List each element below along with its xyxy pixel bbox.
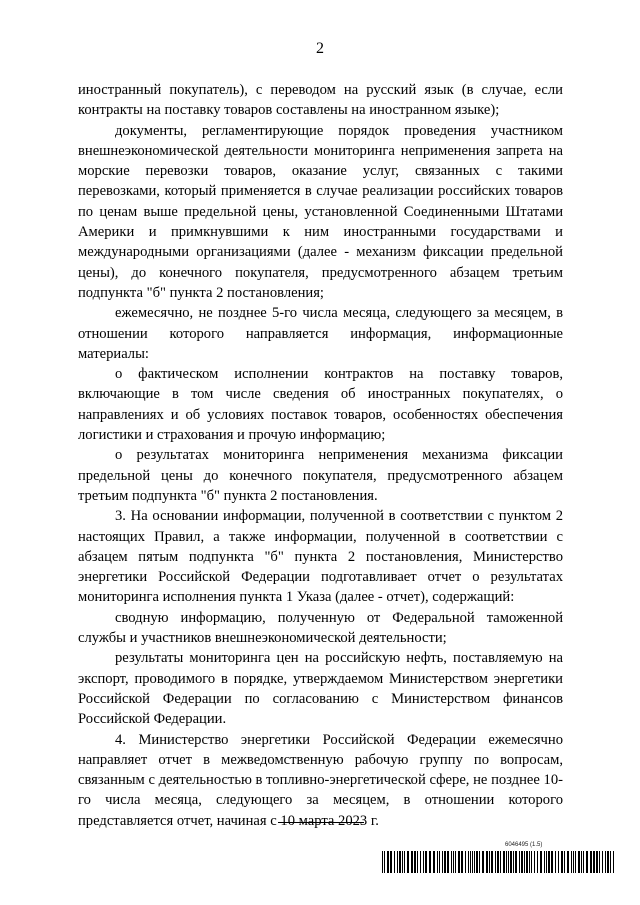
document-body [78, 80, 563, 831]
paragraph-contracts: о фактическом исполнении контрактов на поставку товаров, включающие в том числе сведения об иностранных покупателях, о направлениях и об условиях поставок товаров, особенностях обеспечения логистики и страхования и прочую информацию; [78, 366, 563, 444]
barcode-icon [382, 851, 615, 873]
paragraph-monitoring-results: о результатах мониторинга неприменения механизма фиксации предельной цены до конечного покупателя, предусмотренного абзацем третьим подпункта "б" пункта 2 постановления. [78, 447, 563, 504]
barcode-label: 6046495 (1.5) [505, 842, 543, 848]
end-separator-line [278, 822, 364, 823]
paragraph-price-monitoring: результаты мониторинга цен на российскую нефть, поставляемую на экспорт, проводимого в порядке, утверждаемом Министерством энергетики Российской Федерации по согласованию с Министерством финансов Российской Федерации. [78, 650, 563, 728]
paragraph-item-4: 4. Министерство энергетики Российской Федерации ежемесячно направляет отчет в межведомственную рабочую группу по вопросам, связанным с деятельностью в топливно-энергетической сфере, не позднее 10-го числа месяца, следующего за месяцем, в отношении которого представляется отчет, начиная с 10 марта 2023 г. [78, 731, 563, 829]
page-number: 2 [316, 40, 324, 57]
paragraph-monthly: ежемесячно, не позднее 5-го числа месяца, следующего за месяцем, в отношении которого направляется информация, информационные материалы: [78, 305, 563, 362]
paragraph-item-3: 3. На основании информации, полученной в соответствии с пунктом 2 настоящих Правил, а также информации, полученной в соответствии с абзацем пятым подпункта "б" пункта 2 постановления, Министерство энергетики Российской Федерации подготавливает отчет о результатах мониторинга исполнения пункта 1 Указа (далее - отчет), содержащий: [78, 508, 563, 606]
paragraph-continuation: иностранный покупатель), с переводом на русский язык (в случае, если контракты на поставку товаров составлены на иностранном языке); [78, 82, 563, 119]
paragraph-summary-info: сводную информацию, полученную от Федеральной таможенной службы и участников внешнеэкономической деятельности; [78, 609, 563, 647]
paragraph-documents: документы, регламентирующие порядок проведения участником внешнеэкономической деятельности мониторинга неприменения запрета на морские перевозки товаров, оказание услуг, связанных с такими перевозками, который применяется в случае реализации российских товаров по ценам выше предельной цены, установленной Соединенными Штатами Америки и примкнувшими к ним иностранными государствами и международными организациями (далее - механизм фиксации предельной цены), до конечного покупателя, предусмотренного абзацем третьим подпункта "б" пункта 2 постановления; [78, 122, 563, 301]
